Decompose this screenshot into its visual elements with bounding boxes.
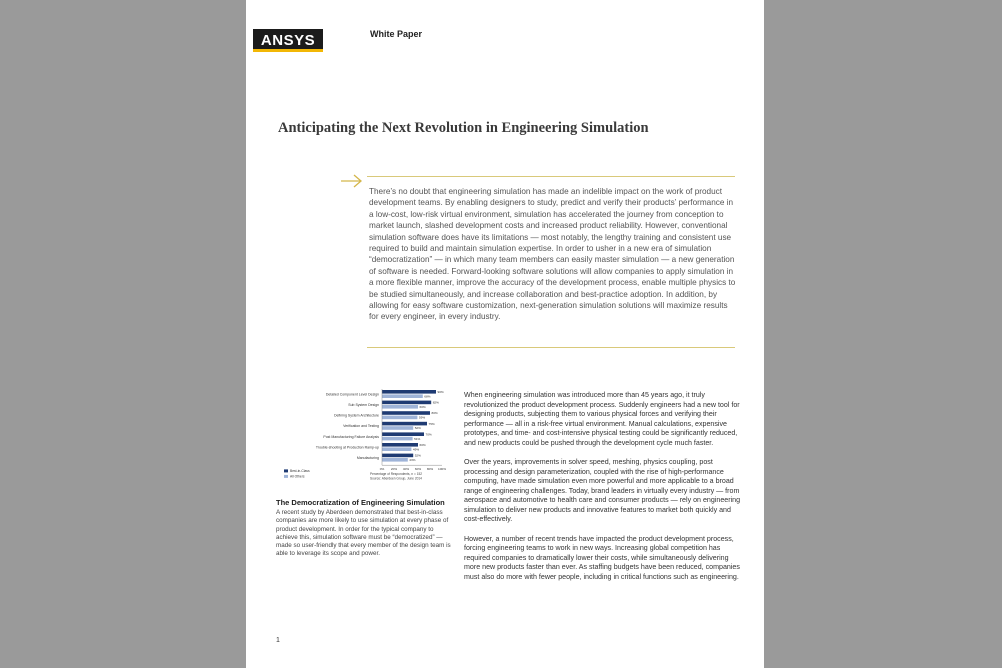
legend-swatch — [284, 475, 288, 478]
bar-value-label: 75% — [428, 421, 435, 426]
bar-all-others — [382, 405, 418, 409]
x-tick-label: 20% — [390, 467, 398, 472]
intro-top-rule — [367, 176, 735, 177]
intro-paragraph: There’s no doubt that engineering simulation has made an indelible impact on the work of product development teams. By enabling designers to study, predict and verify their products’ performance in a low-cost, low-risk virtual environment, simulation has accelerated the journey from conception to market launch, slashed development costs and increased product reliability. However, conventional simulation software does have its limitations — most notably, the lengthy training and consistent use required to build and maintain simulation expertise. In order to usher in a new era of simulation “democratization” — in which many team members can easily master simulation — a new generation of software is needed. Forward-looking software solutions will allow companies to apply simulation in a more flexible manner, improve the accuracy of the development process, enable multiple physics to be studied simultaneously, and increase collaboration and best-practice adoption. In addition, by allowing for easy software customization, next-generation simulation solutions will maximize results for every engineer, in every industry. — [369, 187, 736, 322]
body-paragraph-3: However, a number of recent trends have impacted the product development process, forcing engineering teams to work in new ways. Increasing global competition has required companies to dramatically lower their costs, while simultaneously delivering more new products faster than ever. As staffing budgets have been reduced, companies must also do more with fewer people, including in critical functions such as engineering. — [464, 534, 740, 581]
bar-value-label: 43% — [409, 458, 416, 462]
logo-text: ANSYS — [260, 32, 316, 49]
bar-value-label: 52% — [414, 453, 421, 458]
bar-value-label: 90% — [437, 390, 444, 394]
bar-value-label: 68% — [424, 394, 431, 399]
document-page — [246, 0, 764, 668]
bar-value-label: 80% — [431, 411, 438, 416]
bar-best-in-class — [382, 411, 430, 415]
bar-best-in-class — [382, 432, 424, 436]
legend-swatch — [284, 469, 288, 472]
bar-all-others — [382, 426, 413, 430]
bar-chart — [270, 386, 458, 492]
category-label: Defining System Architecture — [334, 413, 379, 418]
x-axis-label: Percentage of Respondents, n = 152 — [370, 472, 423, 477]
legend-label: All Others — [290, 474, 305, 479]
bar-best-in-class — [382, 401, 431, 405]
bar-all-others — [382, 458, 408, 462]
category-label: Manufacturing — [356, 456, 379, 460]
category-label: Detailed Component Level Design — [325, 392, 379, 397]
x-tick-label: 0% — [379, 467, 385, 472]
bar-all-others — [382, 437, 413, 441]
x-tick-label: 40% — [402, 467, 410, 472]
bar-value-label: 51% — [414, 436, 421, 441]
doc-type-label: White Paper — [370, 29, 423, 39]
body-column — [464, 391, 744, 592]
body-paragraph-2: Over the years, improvements in solver speed, meshing, physics coupling, post processing and design parameterization, coupled with the rise of high-performance computing, have made simulation even more powerful and more applicable to a broad range of engineering challenges. Today, brand leaders in virtually every industry — from aerospace and automotive to health care and consumer products — rely on engineering simulation to deliver new products and innovative features to market both quickly and cost-effectively. — [464, 458, 741, 523]
bar-value-label: 70% — [425, 432, 432, 437]
page-number: 1 — [276, 637, 280, 644]
bar-value-label: 52% — [414, 426, 421, 431]
category-label: Sub System Design — [348, 403, 379, 407]
arrow-right-icon — [340, 174, 364, 188]
bar-all-others — [382, 394, 423, 398]
bar-value-label: 60% — [419, 443, 426, 447]
chart-caption-text: A recent study by Aberdeen demonstrated that best-in-class companies are more likely to use simulation at every phase of product development. In order for the typical company to achieve this, simulation software must be “democratized” — made so user-friendly that every member of the design team is able to leverage its scope and power. — [276, 509, 451, 558]
bar-all-others — [382, 416, 417, 420]
x-tick-label: 60% — [414, 467, 422, 472]
chart-source-label: Source: Aberdeen Group, June 2014 — [370, 476, 422, 481]
bar-best-in-class — [382, 443, 418, 447]
bar-value-label: 59% — [418, 415, 426, 420]
bar-all-others — [382, 447, 411, 451]
category-label: Post Manufacturing Failure Analysis — [323, 434, 379, 439]
chart-caption-title: The Democratization of Engineering Simulation — [276, 498, 445, 507]
category-label: Trouble-shooting at Production Ramp-up — [315, 445, 379, 450]
intro-bottom-rule — [367, 347, 735, 348]
bar-best-in-class — [382, 390, 436, 394]
bar-best-in-class — [382, 454, 413, 458]
bar-value-label: 49% — [412, 447, 420, 452]
body-paragraph-1: When engineering simulation was introduced more than 45 years ago, it truly revolutionized the product development process. Suddenly engineers had a new tool for designing products, subjecting them to various physical forces and verifying their performance — all in a risk-free virtual environment. Manual calculations, expensive prototypes, and time- and cost-intensive physical testing could be significantly reduced, and new products could be pushed through the development cycle much faster. — [464, 391, 740, 447]
logo-accent-bar — [253, 49, 323, 52]
page-title: Anticipating the Next Revolution in Engineering Simulation — [278, 120, 649, 136]
ansys-logo — [253, 29, 323, 52]
bar-value-label: 82% — [432, 400, 439, 405]
bar-best-in-class — [382, 422, 427, 426]
category-label: Verification and Testing — [343, 424, 379, 429]
bar-value-label: 60% — [419, 405, 426, 409]
x-tick-label: 80% — [426, 467, 434, 472]
x-tick-label: 100% — [438, 467, 446, 472]
legend-label: Best-in-Class — [290, 469, 310, 474]
